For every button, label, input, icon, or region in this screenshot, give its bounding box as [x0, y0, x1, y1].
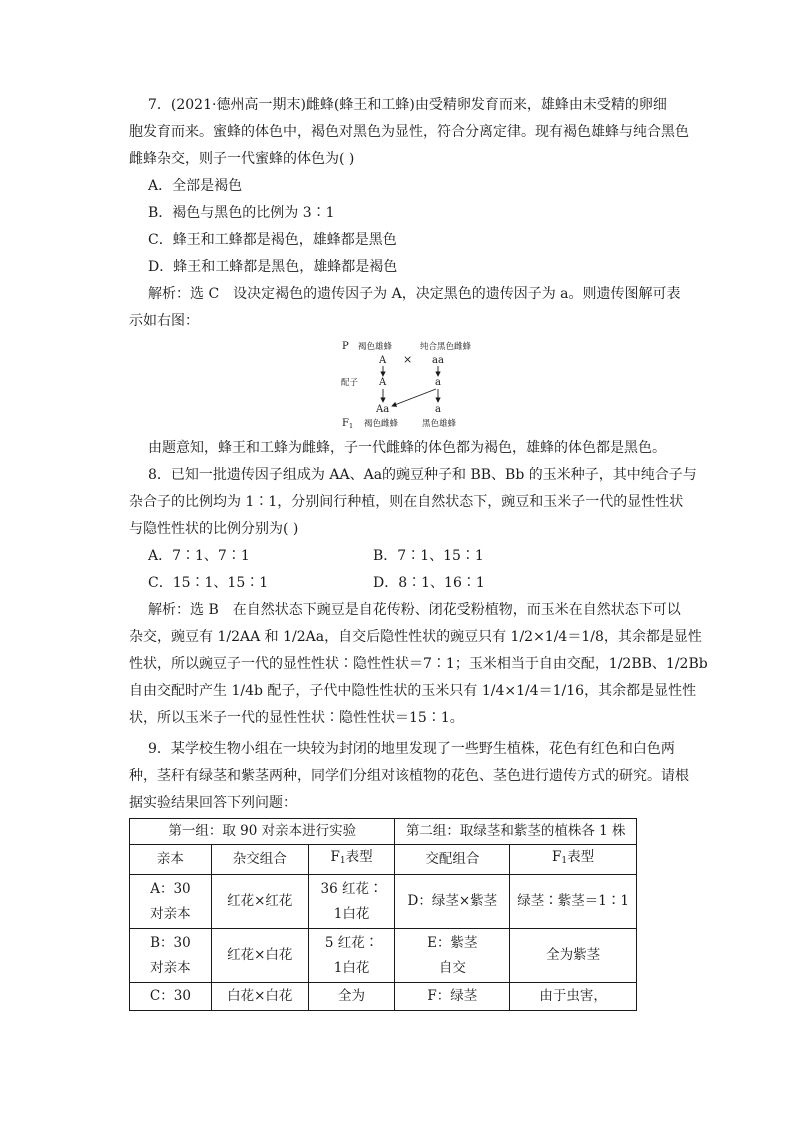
header-cross: 杂交组合: [211, 845, 308, 875]
diagram-f1-label: F: [342, 418, 349, 429]
diagram-cross-symbol: ×: [403, 353, 413, 366]
q8-answer-line-2: 杂交，豌豆有 1/2AA 和 1/2Aa，自交后隐性性状的豌豆只有 1/2×1/4＝1/8，其余都是显性: [129, 629, 702, 645]
q7-option-a: A．全部是褐色: [148, 178, 243, 194]
diagram-f1-sub: 1: [349, 422, 354, 430]
diagram-f1-right-genotype: a: [435, 404, 441, 415]
q8-line-2: 杂合子的比例均为 1∶1，分别间行种植，则在自然状态下，豌豆和玉米子一代的显性性状: [129, 494, 684, 510]
diagram-gamete-label: 配子: [341, 378, 359, 388]
genetic-cross-diagram: [336, 338, 496, 430]
q8-option-a: A．7∶1、7∶1: [148, 548, 250, 564]
table-row: A：30 对亲本 红花×红花 36 红花∶ 1白花 D：绿茎×紫茎 绿茎∶紫茎＝1∶1: [130, 875, 637, 929]
diagram-f1-left: 褐色雌蜂: [364, 419, 399, 429]
q7-answer-line-3: 由题意知，蜂王和工蜂为雌蜂，子一代雌蜂的体色都为褐色，雄蜂的体色都是黑色。: [148, 440, 666, 456]
table-header-row: [130, 845, 637, 875]
q7-line-1: 7．(2021·德州高一期末)雌蜂(蜂王和工蜂)由受精卵发育而来，雄蜂由未受精的卵细: [148, 97, 667, 113]
diagram-gamete-left: A: [379, 377, 387, 388]
diagram-gamete-right: a: [435, 377, 441, 388]
q7-answer-line-2: 示如右图：: [129, 313, 199, 329]
diagram-p-left: 褐色雄蜂: [358, 342, 393, 352]
q7-line-2: 胞发育而来。蜜蜂的体色中，褐色对黑色为显性，符合分离定律。现有褐色雄蜂与纯合黑色: [129, 124, 689, 140]
group2-title: 第二组：取绿茎和紫茎的植株各 1 株: [395, 819, 637, 845]
diagram-f1-left-genotype: Aa: [376, 404, 390, 415]
q7-line-3: 雌蜂杂交，则子一代蜜蜂的体色为( ): [129, 151, 355, 167]
q8-answer-line-1: 解析：选 B 在自然状态下豌豆是自花传粉、闭花受粉植物，而玉米在自然状态下可以: [148, 602, 681, 618]
q8-answer-line-5: 状，所以玉米子一代的显性性状∶隐性性状＝15∶1。: [129, 710, 464, 726]
q8-line-1: 8．已知一批遗传因子组成为 AA、Aa的豌豆种子和 BB、Bb 的玉米种子，其中纯合子与: [148, 467, 697, 483]
diagram-p-label: P: [342, 341, 349, 352]
header-f1-b: $F_1$表型: [510, 845, 637, 875]
q8-line-3: 与隐性性状的比例分别为( ): [129, 521, 299, 537]
q9-line-3: 据实验结果回答下列问题：: [129, 795, 297, 811]
table-group-header-row: [130, 819, 637, 845]
diagram-f1-right: 黑色雄蜂: [422, 419, 457, 429]
q8-option-d: D．8∶1、16∶1: [373, 575, 485, 591]
q9-line-1: 9．某学校生物小组在一块较为封闭的地里发现了一些野生植株，花色有红色和白色两: [148, 741, 675, 757]
q7-option-b: B．褐色与黑色的比例为 3∶1: [148, 205, 335, 221]
table-row: C：30 白花×白花 全为 F：绿茎 由于虫害，: [130, 983, 637, 1011]
header-f1: $F_1$表型: [308, 845, 395, 875]
q8-answer-line-4: 自由交配时产生 1/4b 配子，子代中隐性性状的玉米只有 1/4×1/4＝1/16，其余都是显性性: [129, 683, 697, 699]
arrow-gamete-cross: [392, 389, 436, 406]
q9-line-2: 种，茎秆有绿茎和紫茎两种，同学们分组对该植物的花色、茎色进行遗传方式的研究。请根: [129, 768, 689, 784]
header-parent: 亲本: [130, 845, 212, 875]
group1-title: 第一组：取 90 对亲本进行实验: [130, 819, 395, 845]
diagram-p-right: 纯合黑色雌蜂: [420, 342, 472, 352]
experiment-table: [129, 818, 637, 1011]
diagram-geno-right: aa: [432, 355, 444, 366]
q8-option-b: B．7∶1、15∶1: [373, 548, 484, 564]
q7-option-c: C．蜂王和工蜂都是褐色，雄蜂都是黑色: [148, 232, 397, 248]
table-row: B：30 对亲本 红花×白花 5 红花∶ 1白花 E：紫茎 自交 全为紫茎: [130, 929, 637, 983]
q7-answer-line-1: 解析：选 C 设决定褐色的遗传因子为 A，决定黑色的遗传因子为 a。则遗传图解可表: [148, 286, 681, 302]
q7-option-d: D．蜂王和工蜂都是黑色，雄蜂都是褐色: [148, 259, 398, 275]
q8-answer-line-3: 性状，所以豌豆子一代的显性性状∶隐性性状＝7∶1；玉米相当于自由交配，1/2BB、1/2Bb: [129, 656, 708, 672]
q8-option-c: C．15∶1、15∶1: [148, 575, 269, 591]
diagram-geno-left: A: [379, 355, 387, 366]
header-mating: 交配组合: [395, 845, 510, 875]
